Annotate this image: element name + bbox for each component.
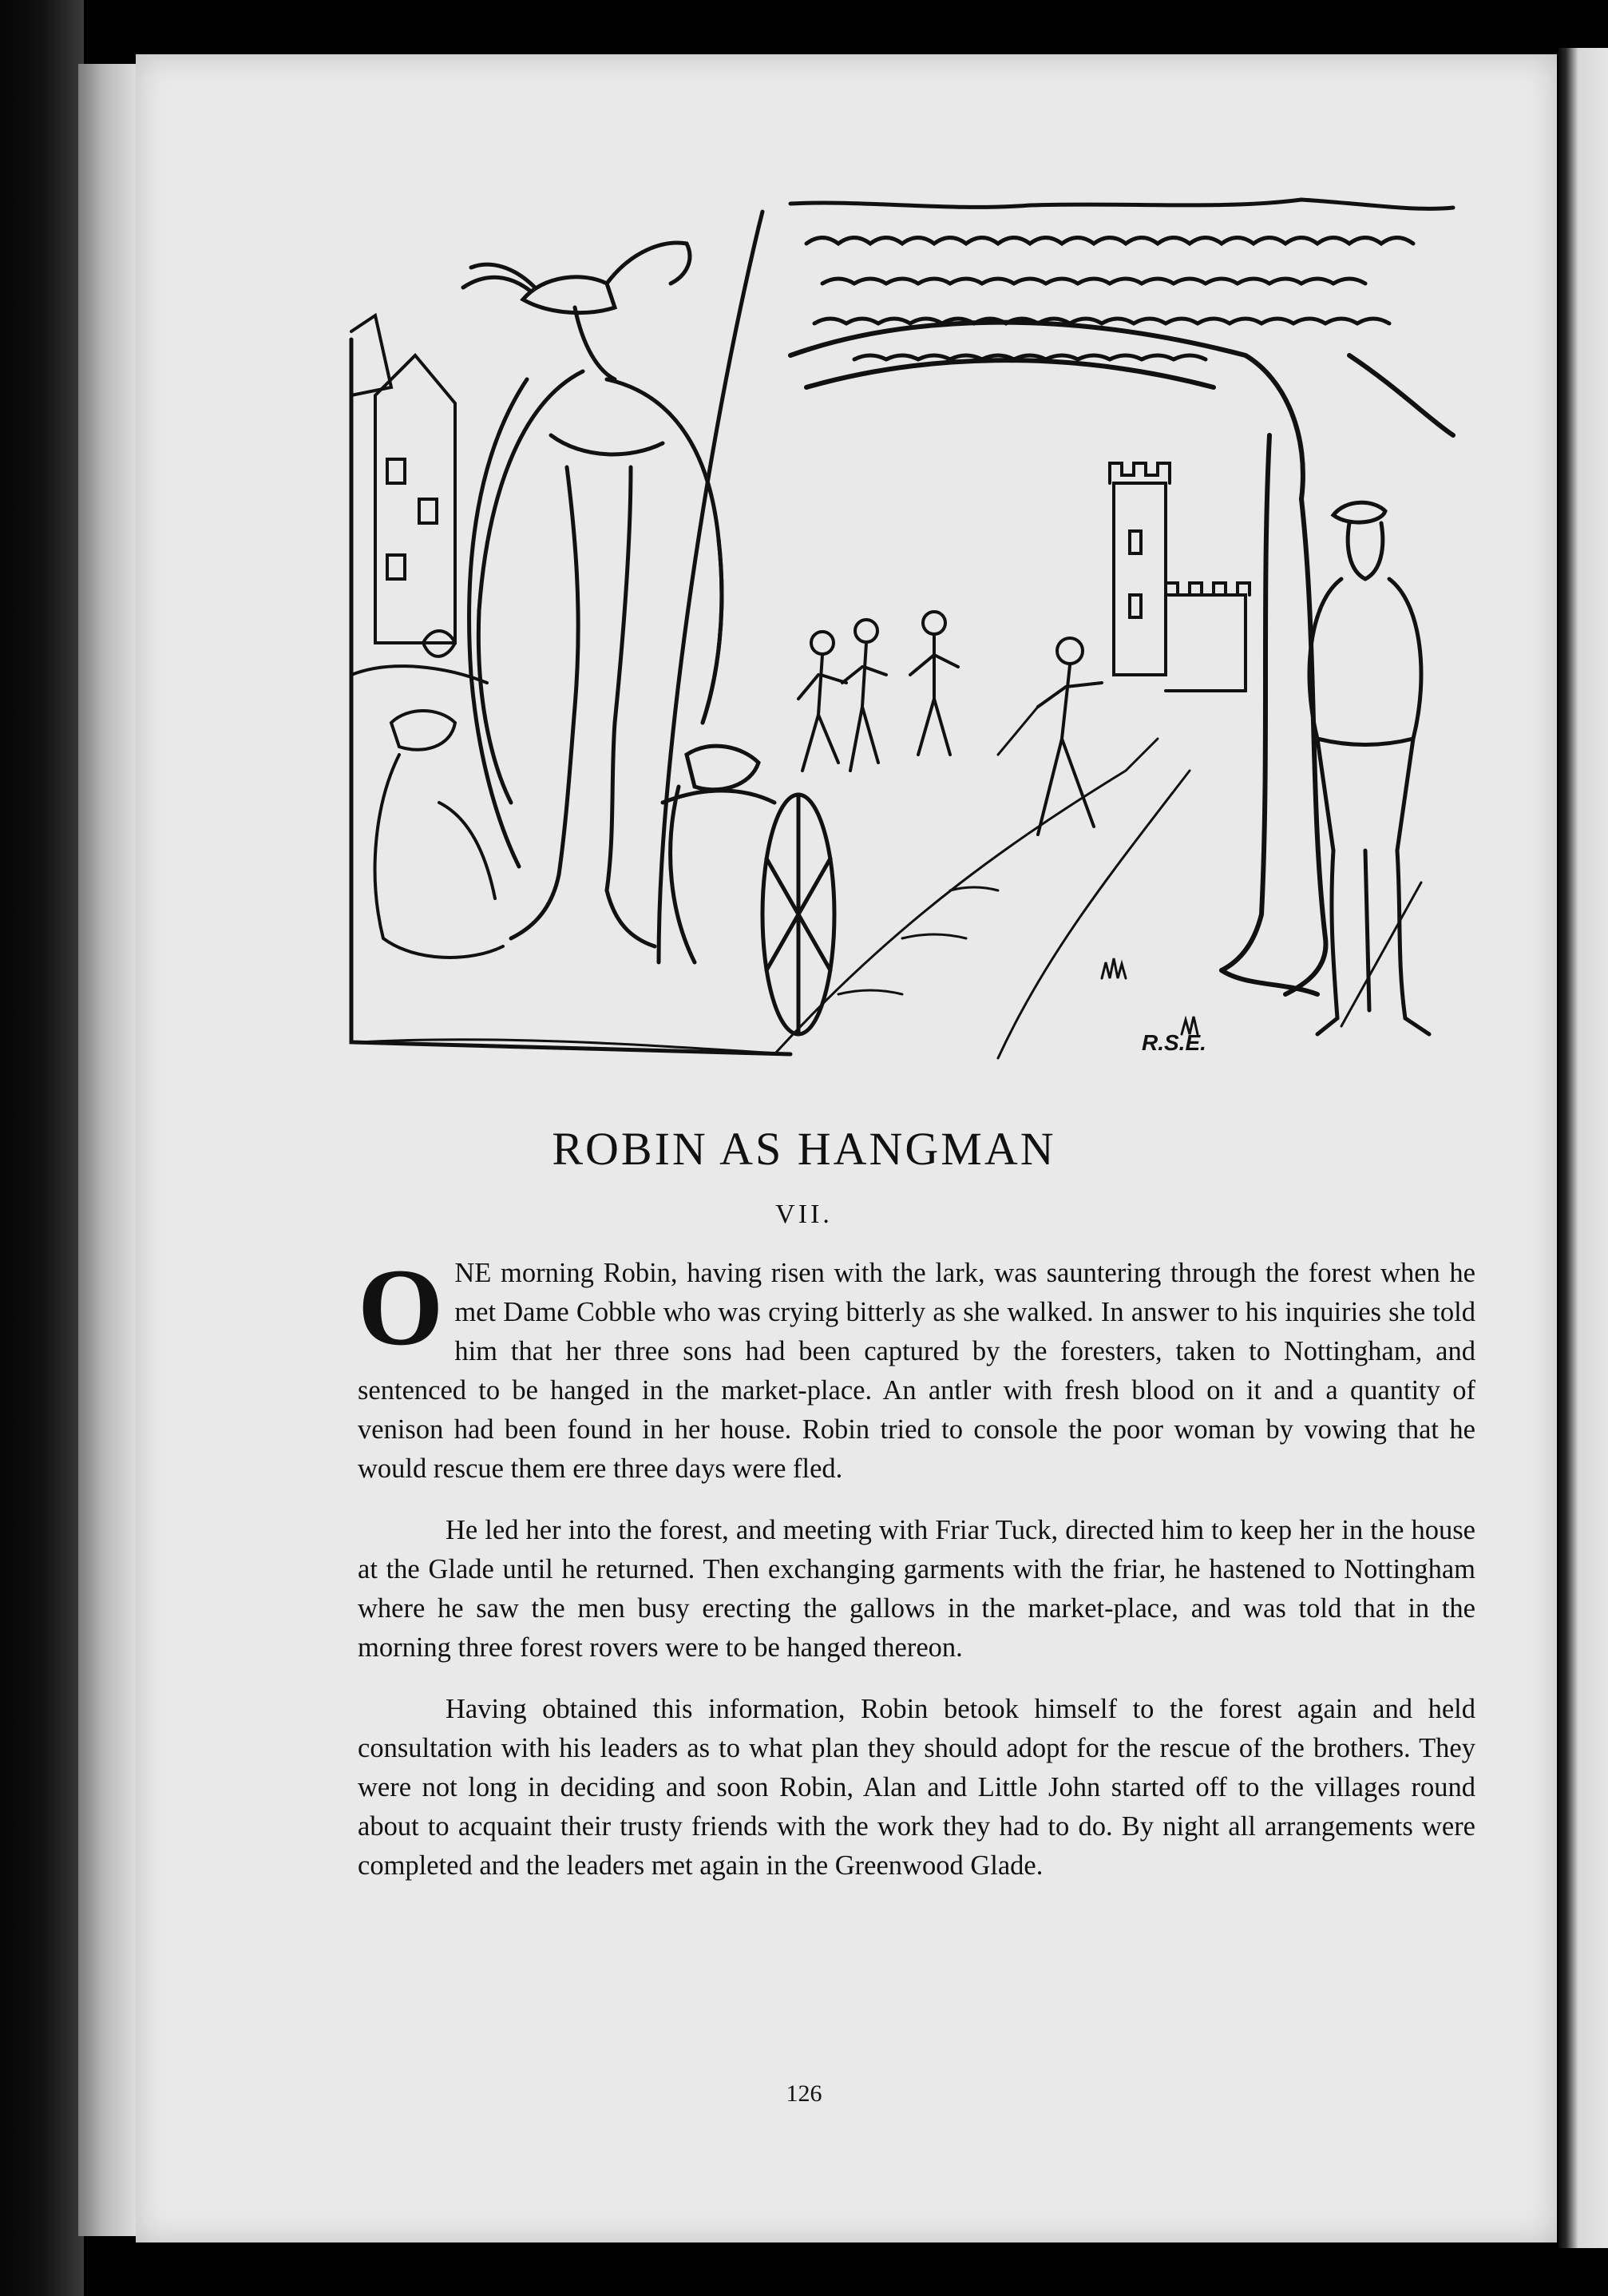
robin-hood-illustration bbox=[343, 196, 1461, 1082]
paragraph-3: Having obtained this information, Robin betook himself to the forest again and held consultation with his leaders as to what plan they should adopt for the rescue of the brothers. They were not long in deciding and soon Robin, Alan and Little John started off to the villages round about to acquaint their trusty friends with the work they had to do. By night all arrangements were completed and the leaders met again in the Greenwood Glade. bbox=[358, 1694, 1475, 1881]
castle-tower bbox=[1110, 463, 1250, 691]
artist-signature: R.S.E. bbox=[1142, 1030, 1206, 1055]
chapter-number: VII. bbox=[775, 1200, 833, 1229]
town-houses bbox=[351, 315, 487, 683]
paragraph-2: He led her into the forest, and meeting with Friar Tuck, directed him to keep her in the house at the Glade until he returned. Then exchanging garments with the friar, he hastened to Nottingham where he saw the men busy erecting the gallows in the market-place, and was told that in the morning three forest rovers were to be hanged thereon. bbox=[358, 1515, 1475, 1663]
page-number: 126 bbox=[786, 2080, 822, 2107]
forester-figure bbox=[1309, 502, 1429, 1034]
road bbox=[774, 739, 1190, 1058]
page-title: ROBIN AS HANGMAN bbox=[552, 1123, 1056, 1175]
running-figures bbox=[798, 612, 1102, 835]
robin-figure bbox=[463, 243, 722, 946]
grass bbox=[359, 958, 1198, 1054]
body-text bbox=[358, 1246, 1475, 1908]
paragraph-1-text: NE morning Robin, having risen with the lark, was sauntering through the forest when he met Dame Cobble who was crying bitterly as she walked. In answer to his inquiries she told him that her three sons had been captured by the foresters, taken to Nottingham, and sentenced to be hanged in the market-place. An antler with fresh blood on it and a quantity of venison had been found in her house. Robin tried to console the poor woman by vowing that he would rescue them ere three days were fled. bbox=[358, 1258, 1475, 1484]
long-bow bbox=[659, 228, 758, 962]
paragraph-1 bbox=[358, 1246, 1475, 1489]
tree-trunk bbox=[790, 323, 1453, 994]
drop-cap: O bbox=[358, 1246, 444, 1368]
tree-canopy bbox=[790, 200, 1453, 359]
cart-wheel bbox=[663, 746, 834, 1034]
